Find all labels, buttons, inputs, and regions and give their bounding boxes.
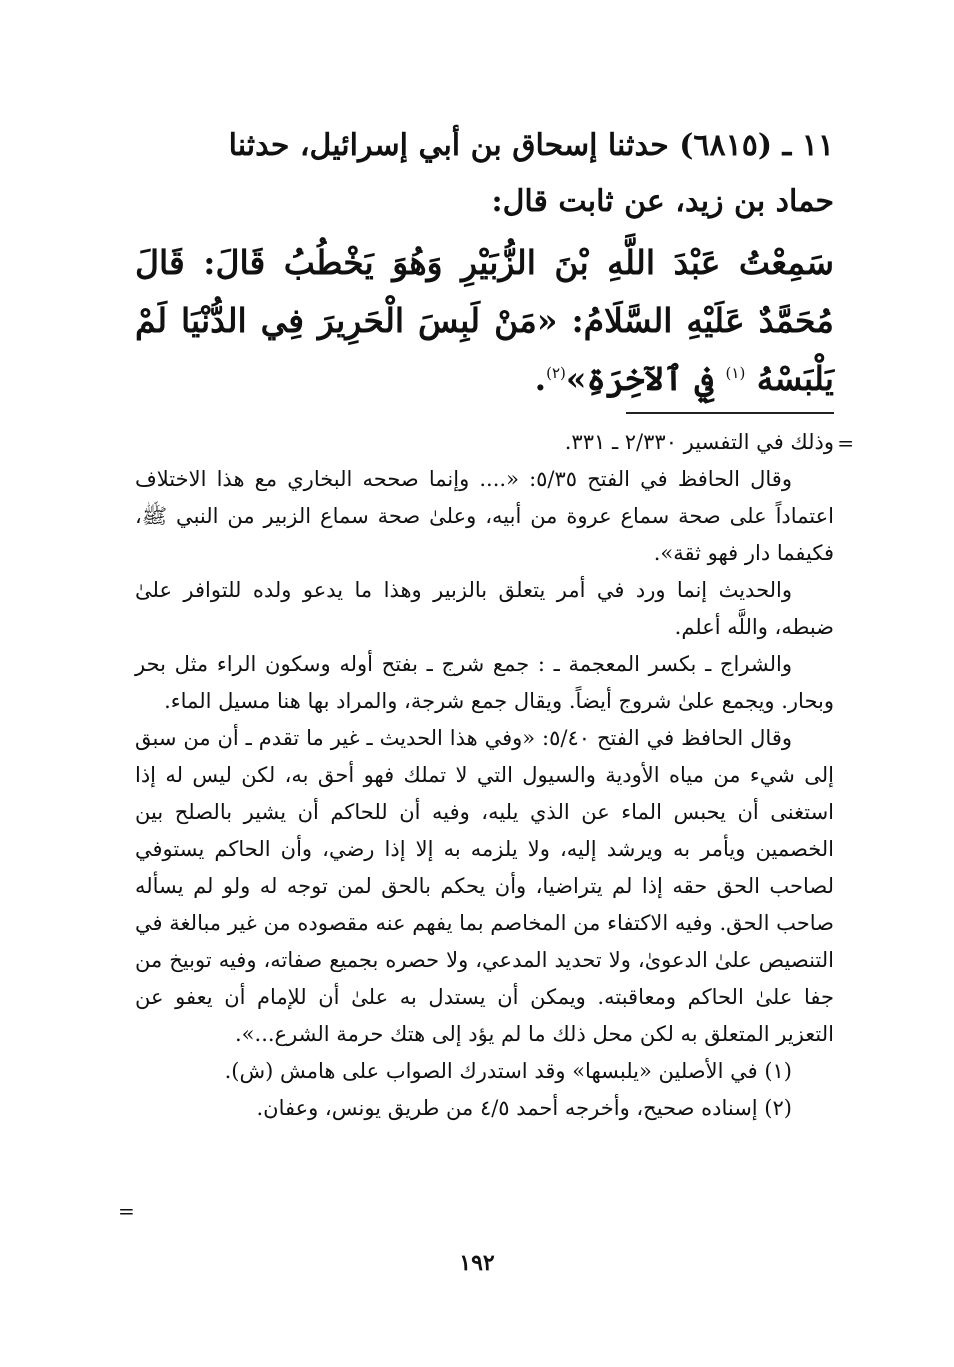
footnote-para-2: وقال الحافظ في الفتح ٥/٣٥: «.... وإنما صححه البخاري مع هذا الاختلاف اعتماداً على صحة سماع عروة من أبيه، وعلىٰ صحة سماع الزبير من النبي ﷺ، فكيفما دار فهو ثقة».	[135, 467, 834, 565]
footnote-note-2: (٢) إسناده صحيح، وأخرجه أحمد ٤/٥ من طريق يونس، وعفان.	[256, 1096, 792, 1120]
footnote-note-1: (١) في الأصلين «يلبسها» وقد استدرك الصواب على هامش (ش).	[224, 1059, 792, 1083]
hadith-text-part2: فِي ٱلآخِرَةِ»	[565, 359, 715, 398]
hadith-ref-number: (٦٨١٥)	[679, 128, 773, 163]
footnote-marker-2: (٢)	[546, 364, 566, 382]
hadith-number: ١١	[801, 128, 834, 163]
hadith-text-end: .	[534, 359, 547, 398]
footnote-divider	[626, 412, 834, 414]
hadith-text-part1: سَمِعْتُ عَبْدَ اللَّهِ بْنَ الزُّبَيْرِ وَهُوَ يَخْطُبُ قَالَ: قَالَ مُحَمَّدٌ عَلَيْهِ السَّلَامُ: «مَنْ لَبِسَ الْحَرِيرَ فِي الدُّنْيَا لَمْ يَلْبَسْهُ	[135, 243, 834, 398]
continuation-mark-start: =	[837, 431, 854, 455]
footnote-para-3: والحديث إنما ورد في أمر يتعلق بالزبير وهذا ما يدعو ولده للتوافر علىٰ ضبطه، واللَّه أعلم.	[135, 578, 834, 639]
footnote-marker-1: (١)	[725, 364, 746, 382]
hadith-text	[135, 234, 834, 408]
footnotes-section	[135, 424, 834, 1127]
page-number: ١٩٢	[459, 1250, 495, 1276]
continuation-mark-end: =	[118, 1199, 135, 1223]
hadith-block	[135, 118, 834, 408]
footnote-para-1: وذلك في التفسير ٢/٣٣٠ ـ ٣٣١.	[564, 430, 834, 454]
hadith-separator: ـ	[782, 128, 792, 163]
hadith-header	[135, 118, 834, 230]
hadith-chain-line1: حدثنا إسحاق بن أبي إسرائيل، حدثنا	[228, 128, 669, 163]
footnote-para-5: وقال الحافظ في الفتح ٥/٤٠: «وفي هذا الحديث ـ غير ما تقدم ـ أن من سبق إلى شيء من مياه الأودية والسيول التي لا تملك فهو أحق به، لكن ليس له إذا استغنى أن يحبس الماء عن الذي يليه، وفيه أن للحاكم أن يشير بالصلح بين الخصمين ويأمر به ويرشد إليه، ولا يلزمه به إلا إذا رضي، وأن الحاكم يستوفي لصاحب الحق حقه إذا لم يتراضيا، وأن يحكم بالحق لمن توجه له ولو لم يسأله صاحب الحق. وفيه الاكتفاء من المخاصم بما يفهم عنه مقصوده من غير مبالغة في التنصيص علىٰ الدعوىٰ، ولا تحديد المدعي، ولا حصره بجميع صفاته، وفيه توبيخ من جفا علىٰ الحاكم ومعاقبته. ويمكن أن يستدل به علىٰ أن للإمام أن يعفو عن التعزير المتعلق به لكن محل ذلك ما لم يؤد إلى هتك حرمة الشرع...».	[135, 726, 834, 1046]
hadith-chain-line2: حماد بن زيد، عن ثابت قال:	[491, 184, 834, 219]
footnote-para-4: والشراج ـ بكسر المعجمة ـ : جمع شرج ـ بفتح أوله وسكون الراء مثل بحر وبحار. ويجمع علىٰ شروج أيضاً. ويقال جمع شرجة، والمراد بها هنا مسيل الماء.	[135, 652, 834, 713]
